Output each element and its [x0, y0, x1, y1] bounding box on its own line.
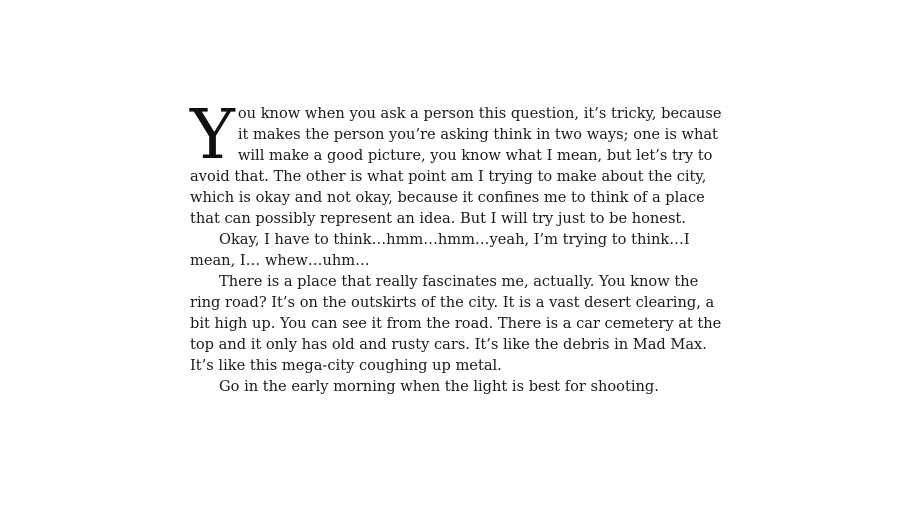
drop-cap: Y: [190, 96, 235, 175]
paragraph-3: There is a place that really fascinates me, actually. You know the ring road? It’s on the outskirts of the city. It is a vast desert clearing, a bit high up. You can see it from the road. There is a car cemetery at the top and it only has old and rusty cars. It’s like the debris in Mad Max. It’s like this mega-city coughing up metal.: [190, 273, 722, 374]
paragraph-1-text: ou know when you ask a person this question, it’s tricky, because it makes the person you’re asking think in two ways; one is what will make a good picture, you know what I mean, but let’s try to avoid that. The other is what point am I trying to make about the city, which is okay and not okay, because it confines me to think of a place that can possibly represent an idea. But I will try just to be honest.: [190, 105, 722, 227]
article-body: [190, 96, 730, 397]
paragraph-2: Okay, I have to think…hmm…hmm…yeah, I’m trying to think…I mean, I… whew…uhm…: [190, 231, 690, 269]
paragraph-4: Go in the early morning when the light is best for shooting.: [219, 378, 659, 395]
paragraph-1: [190, 96, 730, 229]
